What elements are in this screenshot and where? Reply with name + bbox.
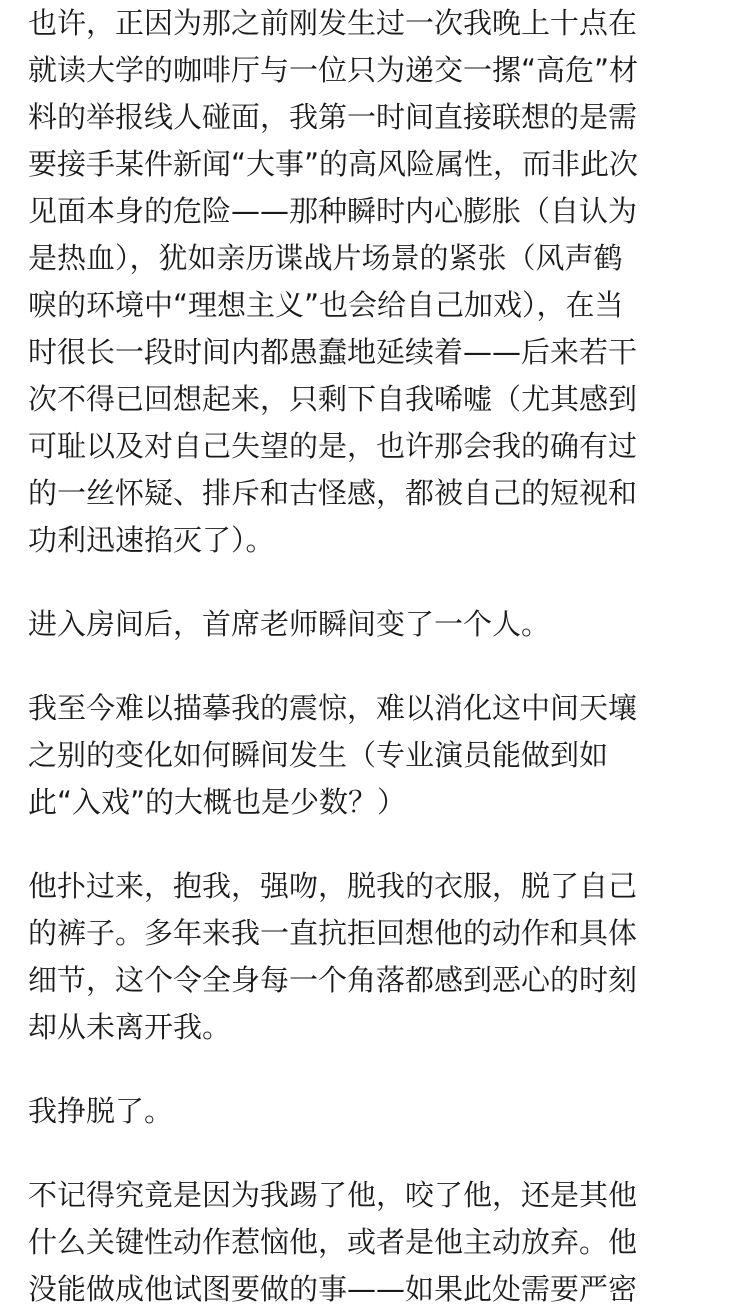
paragraph-2 (28, 601, 718, 648)
text-line: 唳的环境中“理想主义”也会给自己加戏），在当 (28, 288, 624, 322)
text-line: 我至今难以描摹我的震惊，难以消化这中间天壤 (28, 691, 638, 725)
article-body (28, 0, 718, 1313)
text-line: 是热血），犹如亲历谍战片场景的紧张（风声鹤 (28, 241, 623, 275)
text-line: 也许，正因为那之前刚发生过一次我晚上十点在 (28, 6, 638, 40)
text-line: 就读大学的咖啡厅与一位只为递交一摞“高危”材 (28, 53, 639, 87)
paragraph-6 (28, 1172, 718, 1313)
paragraph-3 (28, 685, 718, 826)
text-line: 要接手某件新闻“大事”的高风险属性，而非此次 (28, 147, 639, 181)
text-line: 不记得究竟是因为我踢了他，咬了他，还是其他 (28, 1178, 638, 1212)
text-line: 此“入戏”的大概也是少数？） (28, 785, 407, 819)
paragraph-1 (28, 0, 718, 564)
paragraph-4 (28, 863, 718, 1051)
text-line: 什么关键性动作惹恼他，或者是他主动放弃。他 (28, 1225, 638, 1259)
text-line: 次不得已回想起来，只剩下自我唏嘘（尤其感到 (28, 382, 638, 416)
text-line: 我挣脱了。 (28, 1094, 174, 1128)
text-line: 他扑过来，抱我，强吻，脱我的衣服，脱了自己 (28, 869, 638, 903)
text-line: 却从未离开我。 (28, 1010, 232, 1044)
text-line: 功利迅速掐灭了）。 (28, 523, 275, 557)
text-line: 时很长一段时间内都愚蠢地延续着——后来若干 (28, 335, 638, 369)
text-line: 进入房间后，首席老师瞬间变了一个人。 (28, 607, 551, 641)
text-line: 的一丝怀疑、排斥和古怪感，都被自己的短视和 (28, 476, 638, 510)
text-line: 之别的变化如何瞬间发生（专业演员能做到如 (28, 738, 609, 772)
text-line: 料的举报线人碰面，我第一时间直接联想的是需 (28, 100, 638, 134)
text-line: 可耻以及对自己失望的是，也许那会我的确有过 (28, 429, 638, 463)
text-line: 的裤子。多年来我一直抗拒回想他的动作和具体 (28, 916, 638, 950)
paragraph-5 (28, 1088, 718, 1135)
text-line: 没能做成他试图要做的事——如果此处需要严密 (28, 1272, 638, 1306)
text-line: 见面本身的危险——那种瞬时内心膨胀（自认为 (28, 194, 638, 228)
text-line: 细节，这个令全身每一个角落都感到恶心的时刻 (28, 963, 638, 997)
